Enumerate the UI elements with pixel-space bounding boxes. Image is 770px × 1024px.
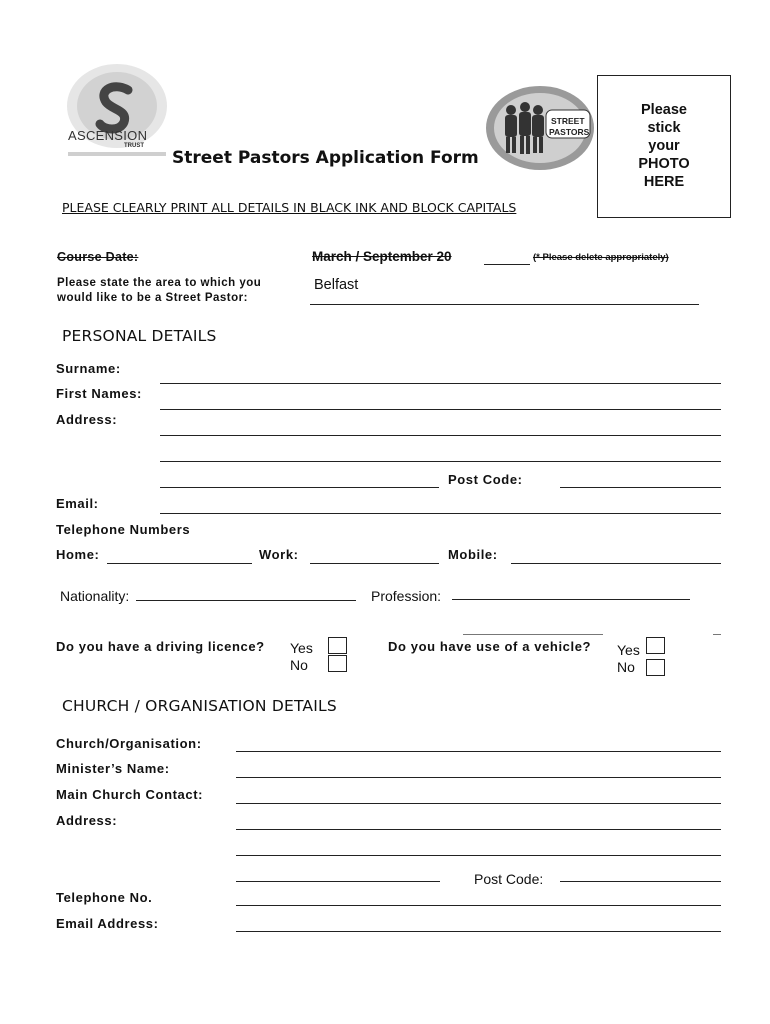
- form-title: Street Pastors Application Form: [172, 148, 479, 168]
- personal-details-heading: PERSONAL DETAILS: [62, 327, 217, 345]
- church-post-code-label: Post Code:: [474, 871, 544, 887]
- church-email-field[interactable]: [236, 931, 721, 932]
- home-phone-field[interactable]: [107, 563, 252, 564]
- post-code-label: Post Code:: [448, 472, 523, 487]
- profession-field[interactable]: [452, 599, 690, 600]
- street-pastors-logo-text-1: STREET: [551, 116, 585, 126]
- driving-licence-no-label: No: [290, 657, 308, 673]
- address-field-2[interactable]: [160, 461, 721, 462]
- church-address-field-1[interactable]: [236, 829, 721, 830]
- divider-dash: [713, 634, 721, 635]
- photo-box-line: PHOTO: [638, 156, 690, 172]
- mobile-phone-field[interactable]: [511, 563, 721, 564]
- surname-label: Surname:: [56, 361, 121, 376]
- church-organisation-label: Church/Organisation:: [56, 736, 202, 751]
- course-year-line: [484, 264, 530, 265]
- minister-name-field[interactable]: [236, 777, 721, 778]
- photo-box[interactable]: [597, 75, 731, 218]
- church-email-label: Email Address:: [56, 916, 159, 931]
- driving-licence-question: Do you have a driving licence?: [56, 639, 265, 654]
- church-telephone-field[interactable]: [236, 905, 721, 906]
- address-field-1[interactable]: [160, 435, 721, 436]
- church-post-code-field[interactable]: [560, 881, 721, 882]
- main-church-contact-label: Main Church Contact:: [56, 787, 204, 802]
- photo-box-line: Please: [641, 102, 687, 118]
- church-organisation-field[interactable]: [236, 751, 721, 752]
- church-address-label: Address:: [56, 813, 118, 828]
- course-date-label: Course Date:: [57, 250, 139, 264]
- divider-line: [463, 634, 603, 635]
- church-address-field-3[interactable]: [236, 881, 440, 882]
- minister-name-label: Minister’s Name:: [56, 761, 170, 776]
- driving-licence-yes-checkbox[interactable]: [328, 637, 347, 654]
- address-field-3[interactable]: [160, 487, 439, 488]
- address-label: Address:: [56, 412, 118, 427]
- street-pastors-logo-text-2: PASTORS: [549, 127, 590, 137]
- ascension-trust-logo: [62, 64, 172, 162]
- church-address-field-2[interactable]: [236, 855, 721, 856]
- first-names-field[interactable]: [160, 409, 721, 410]
- driving-licence-yes-label: Yes: [290, 640, 313, 656]
- telephone-numbers-label: Telephone Numbers: [56, 522, 191, 537]
- area-line: [310, 304, 699, 305]
- profession-label: Profession:: [371, 588, 442, 604]
- street-pastors-logo: [484, 80, 596, 172]
- nationality-field[interactable]: [136, 600, 356, 601]
- area-label-1: Please state the area to which you: [57, 277, 262, 289]
- email-field[interactable]: [160, 513, 721, 514]
- surname-field[interactable]: [160, 383, 721, 384]
- area-value[interactable]: Belfast: [314, 277, 359, 293]
- church-telephone-label: Telephone No.: [56, 890, 153, 905]
- vehicle-no-checkbox[interactable]: [646, 659, 665, 676]
- trust-logo-text: TRUST: [124, 143, 144, 149]
- home-phone-label: Home:: [56, 547, 100, 562]
- nationality-label: Nationality:: [60, 588, 130, 604]
- course-date-note: (* Please delete appropriately): [533, 252, 669, 263]
- driving-licence-no-checkbox[interactable]: [328, 655, 347, 672]
- email-label: Email:: [56, 496, 99, 511]
- post-code-field[interactable]: [560, 487, 721, 488]
- church-details-heading: CHURCH / ORGANISATION DETAILS: [62, 697, 337, 715]
- instructions: PLEASE CLEARLY PRINT ALL DETAILS IN BLACK INK AND BLOCK CAPITALS: [62, 200, 517, 215]
- main-church-contact-field[interactable]: [236, 803, 721, 804]
- ascension-logo-text: ASCENSION: [68, 128, 148, 143]
- work-phone-field[interactable]: [310, 563, 439, 564]
- photo-box-line: your: [648, 138, 680, 154]
- photo-box-line: HERE: [643, 174, 685, 190]
- vehicle-yes-checkbox[interactable]: [646, 637, 665, 654]
- first-names-label: First Names:: [56, 386, 142, 401]
- vehicle-question: Do you have use of a vehicle?: [388, 639, 592, 654]
- photo-box-line: stick: [647, 120, 681, 136]
- vehicle-no-label: No: [617, 659, 635, 675]
- vehicle-yes-label: Yes: [617, 642, 640, 658]
- mobile-phone-label: Mobile:: [448, 547, 498, 562]
- work-phone-label: Work:: [259, 547, 299, 562]
- course-date-value[interactable]: March / September 20: [312, 249, 452, 264]
- area-label-2: would like to be a Street Pastor:: [57, 292, 248, 304]
